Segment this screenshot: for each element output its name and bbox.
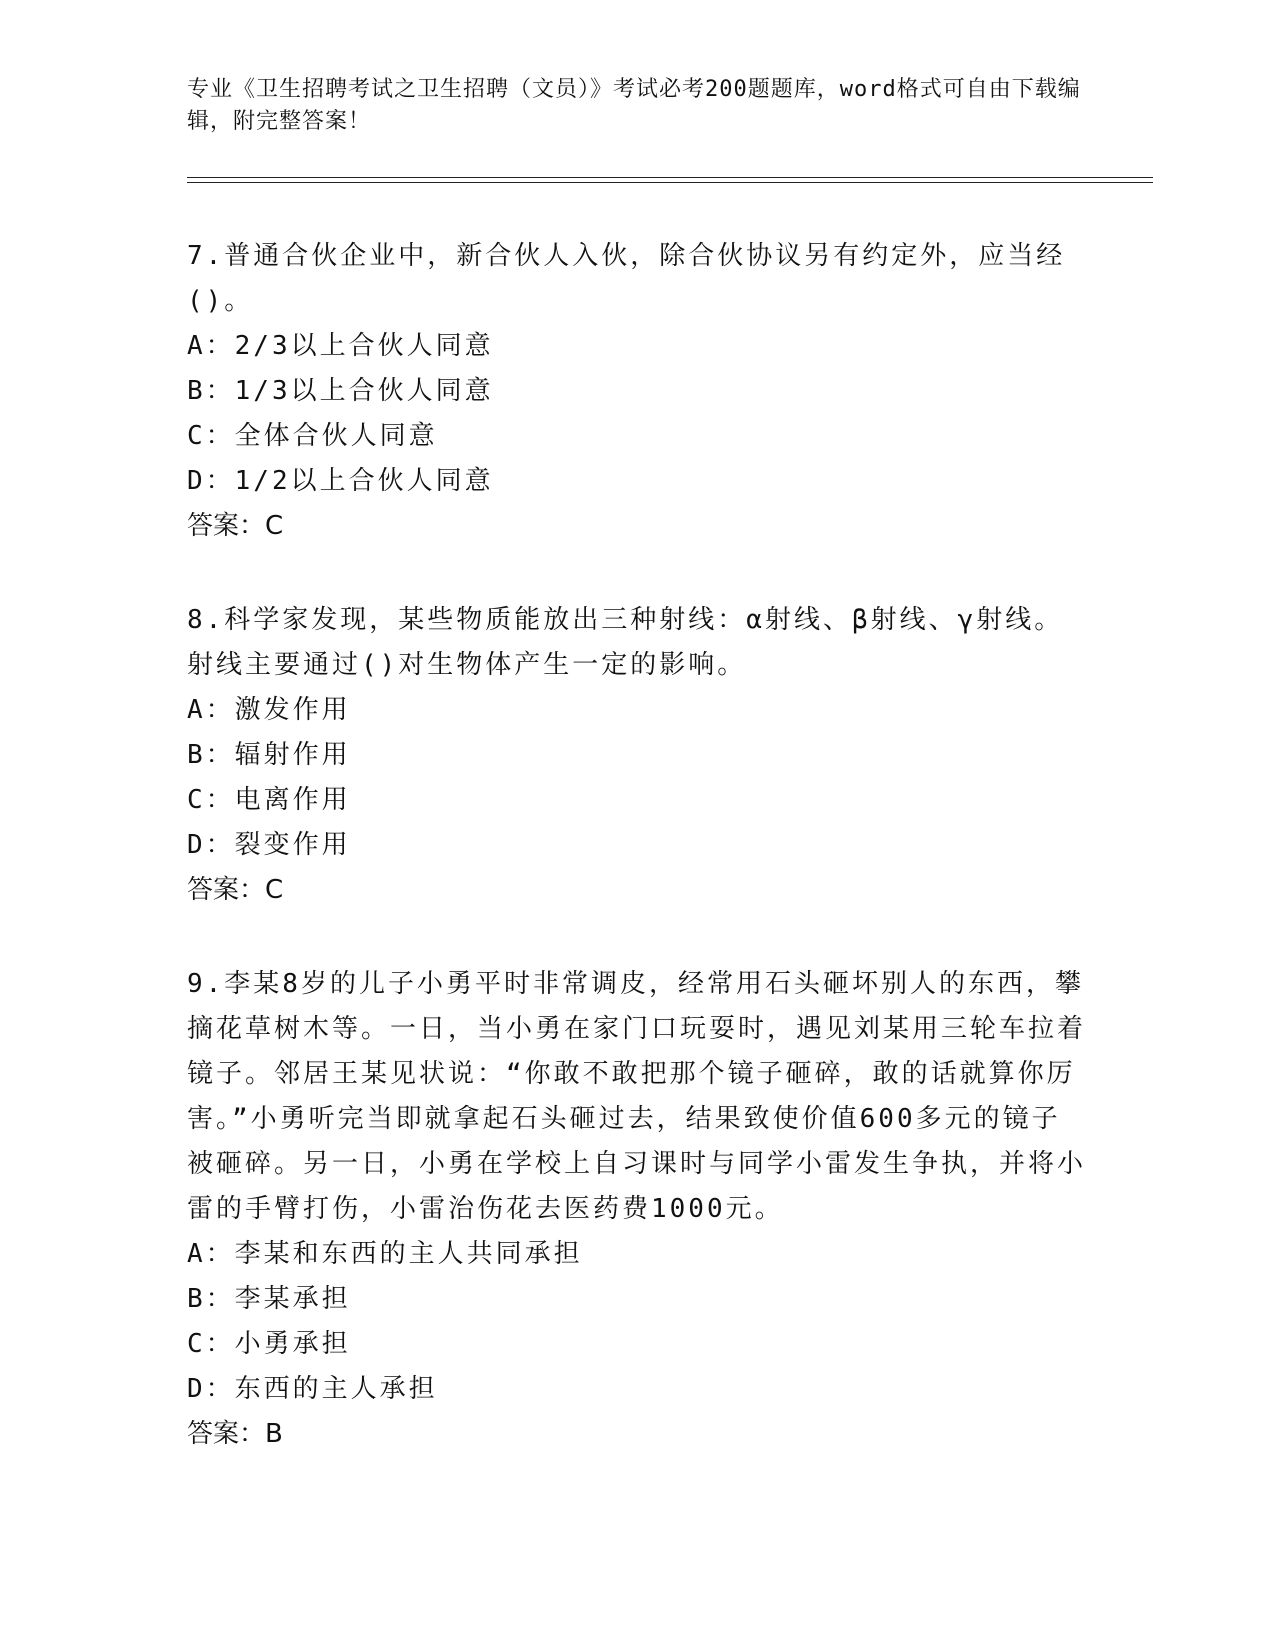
option-c: C：全体合伙人同意 [187,421,438,451]
option-a: A：2/3以上合伙人同意 [187,331,494,361]
option-c: C：小勇承担 [187,1329,351,1359]
option-b: B：辐射作用 [187,740,351,770]
option-d: D：裂变作用 [187,830,351,860]
option-a: A：李某和东西的主人共同承担 [187,1239,583,1269]
option-b: B：1/3以上合伙人同意 [187,376,494,406]
answer-line: 答案：C [187,511,284,541]
option-b: B：李某承担 [187,1284,351,1314]
header-divider-bottom [187,182,1153,183]
question-stem: 8.科学家发现，某些物质能放出三种射线：α射线、β射线、γ射线。射线主要通过()对生物体产生一定的影响。 [187,605,1064,680]
question-8 [187,598,1087,913]
question-stem: 9.李某8岁的儿子小勇平时非常调皮，经常用石头砸坏别人的东西，攀摘花草树木等。一日，当小勇在家门口玩耍时，遇见刘某用三轮车拉着镜子。邻居王某见状说：“你敢不敢把那个镜子砸碎，敢的话就算你厉害。”小勇听完当即就拿起石头砸过去，结果致使价值600多元的镜子被砸碎。另一日，小勇在学校上自习课时与同学小雷发生争执，并将小雷的手臂打伤，小雷治伤花去医药费1000元。 [187,969,1087,1224]
answer-line: 答案：C [187,875,284,905]
header-divider-top [187,177,1153,178]
option-d: D：东西的主人承担 [187,1374,438,1404]
question-7 [187,234,1087,549]
question-stem: 7.普通合伙企业中，新合伙人入伙，除合伙协议另有约定外，应当经()。 [187,241,1066,316]
option-c: C：电离作用 [187,785,351,815]
option-d: D：1/2以上合伙人同意 [187,466,494,496]
answer-line: 答案：B [187,1419,283,1449]
option-a: A：激发作用 [187,695,351,725]
document-header: 专业《卫生招聘考试之卫生招聘（文员）》考试必考200题题库，word格式可自由下载编辑，附完整答案！ [187,77,1081,134]
question-9 [187,962,1087,1457]
